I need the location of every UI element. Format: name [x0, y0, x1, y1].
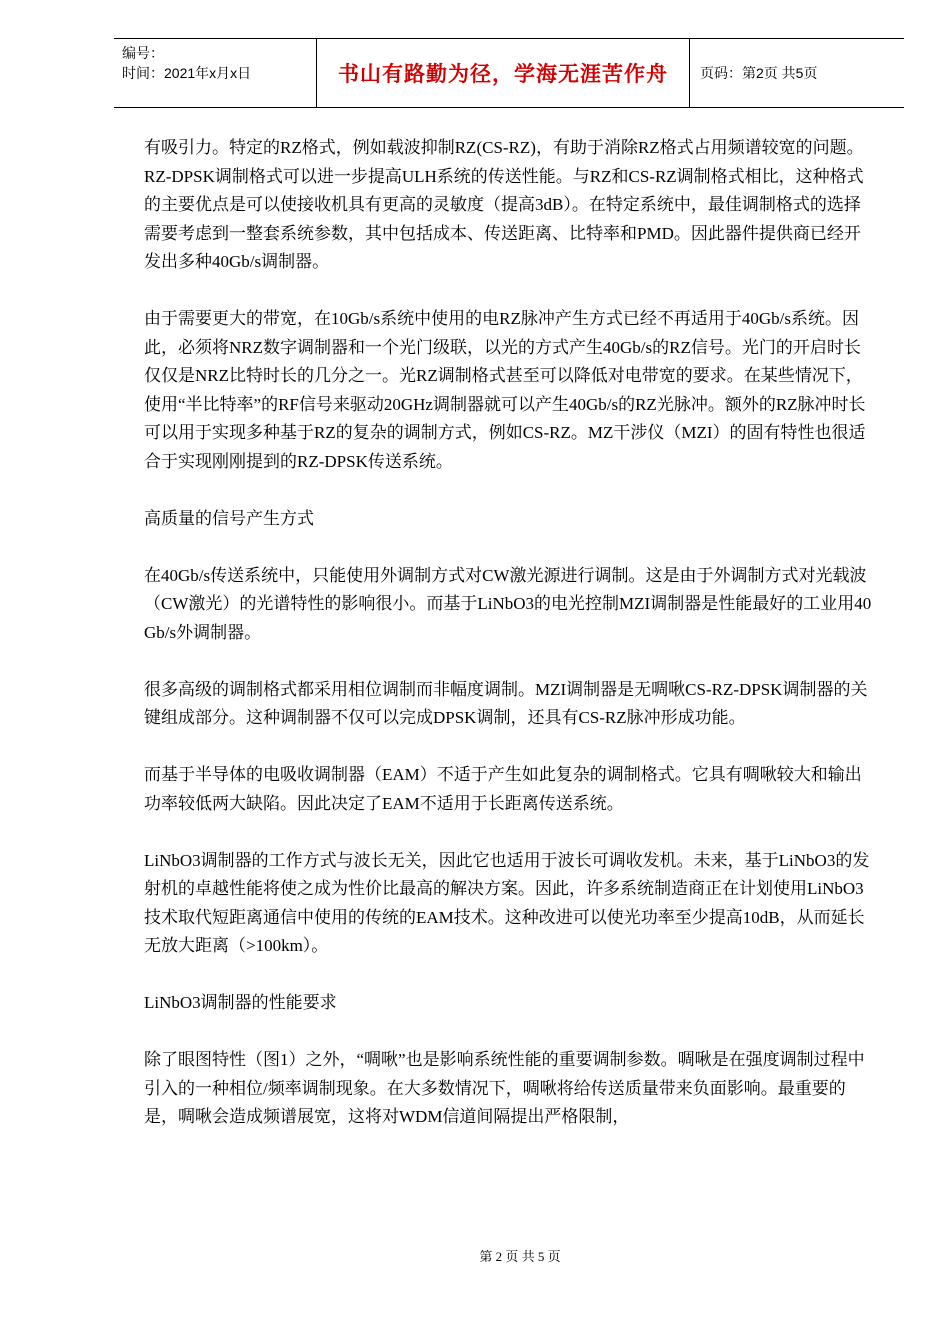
section-heading: LiNbO3调制器的性能要求	[144, 993, 337, 1012]
page-header	[114, 38, 904, 108]
section-heading: 高质量的信号产生方式	[144, 508, 314, 528]
document-body	[144, 134, 874, 1132]
page-footer: 第 2 页 共 5 页	[479, 1249, 561, 1264]
paragraph: 除了眼图特性（图1）之外，“啁啾”也是影响系统性能的重要调制参数。啁啾是在强度调制过程中引入的一种相位/频率调制现象。在大多数情况下，啁啾将给传送质量带来负面影响。最重要的是，啁啾会造成频谱展宽，这将对WDM信道间隔提出严格限制，	[144, 1050, 865, 1126]
paragraph: LiNbO3调制器的工作方式与波长无关，因此它也适用于波长可调收发机。未来，基于LiNbO3的发射机的卓越性能将使之成为性价比最高的解决方案。因此，许多系统制造商正在计划使用LiNbO3技术取代短距离通信中使用的传统的EAM技术。这种改进可以使光功率至少提高10dB，从而延长无放大距离（>100km）。	[144, 850, 870, 955]
paragraph: 由于需要更大的带宽，在10Gb/s系统中使用的电RZ脉冲产生方式已经不再适用于40Gb/s系统。因此，必须将NRZ数字调制器和一个光门级联，以光的方式产生40Gb/s的RZ信号。光门的开启时长仅仅是NRZ比特时长的几分之一。光RZ调制格式甚至可以降低对电带宽的要求。在某些情况下，使用“半比特率”的RF信号来驱动20GHz调制器就可以产生40Gb/s的RZ光脉冲。额外的RZ脉冲时长可以用于实现多种基于RZ的复杂的调制方式，例如CS-RZ。MZ干涉仪（MZI）的固有特性也很适合于实现刚刚提到的RZ-DPSK传送系统。	[144, 309, 866, 471]
paragraph: 有吸引力。特定的RZ格式，例如载波抑制RZ(CS-RZ)，有助于消除RZ格式占用频谱较宽的问题。	[144, 138, 864, 157]
paragraph: RZ-DPSK调制格式可以进一步提高ULH系统的传送性能。与RZ和CS-RZ调制格式相比，这种格式的主要优点是可以使接收机具有更高的灵敏度（提高3dB）。在特定系统中，最佳调制格式的选择需要考虑到一整套系统参数，其中包括成本、传送距离、比特率和PMD。因此器件提供商已经开发出多种40Gb/s调制器。	[144, 166, 864, 271]
header-meta	[114, 39, 316, 107]
paragraph: 在40Gb/s传送系统中，只能使用外调制方式对CW激光源进行调制。这是由于外调制方式对光载波（CW激光）的光谱特性的影响很小。而基于LiNbO3的电光控制MZI调制器是性能最好的工业用40Gb/s外调制器。	[144, 565, 872, 642]
header-motto: 书山有路勤为径，学海无涯苦作舟	[316, 39, 690, 107]
time-label: 时间：2021年x月x日	[122, 65, 252, 81]
paragraph: 而基于半导体的电吸收调制器（EAM）不适于产生如此复杂的调制格式。它具有啁啾较大和输出功率较低两大缺陷。因此决定了EAM不适用于长距离传送系统。	[144, 765, 862, 813]
serial-label: 编号：	[122, 45, 164, 61]
header-page-info: 页码：第2页 共5页	[700, 65, 818, 81]
paragraph: 很多高级的调制格式都采用相位调制而非幅度调制。MZI调制器是无啁啾CS-RZ-DPSK调制器的关键组成部分。这种调制器不仅可以完成DPSK调制，还具有CS-RZ脉冲形成功能。	[144, 679, 868, 727]
